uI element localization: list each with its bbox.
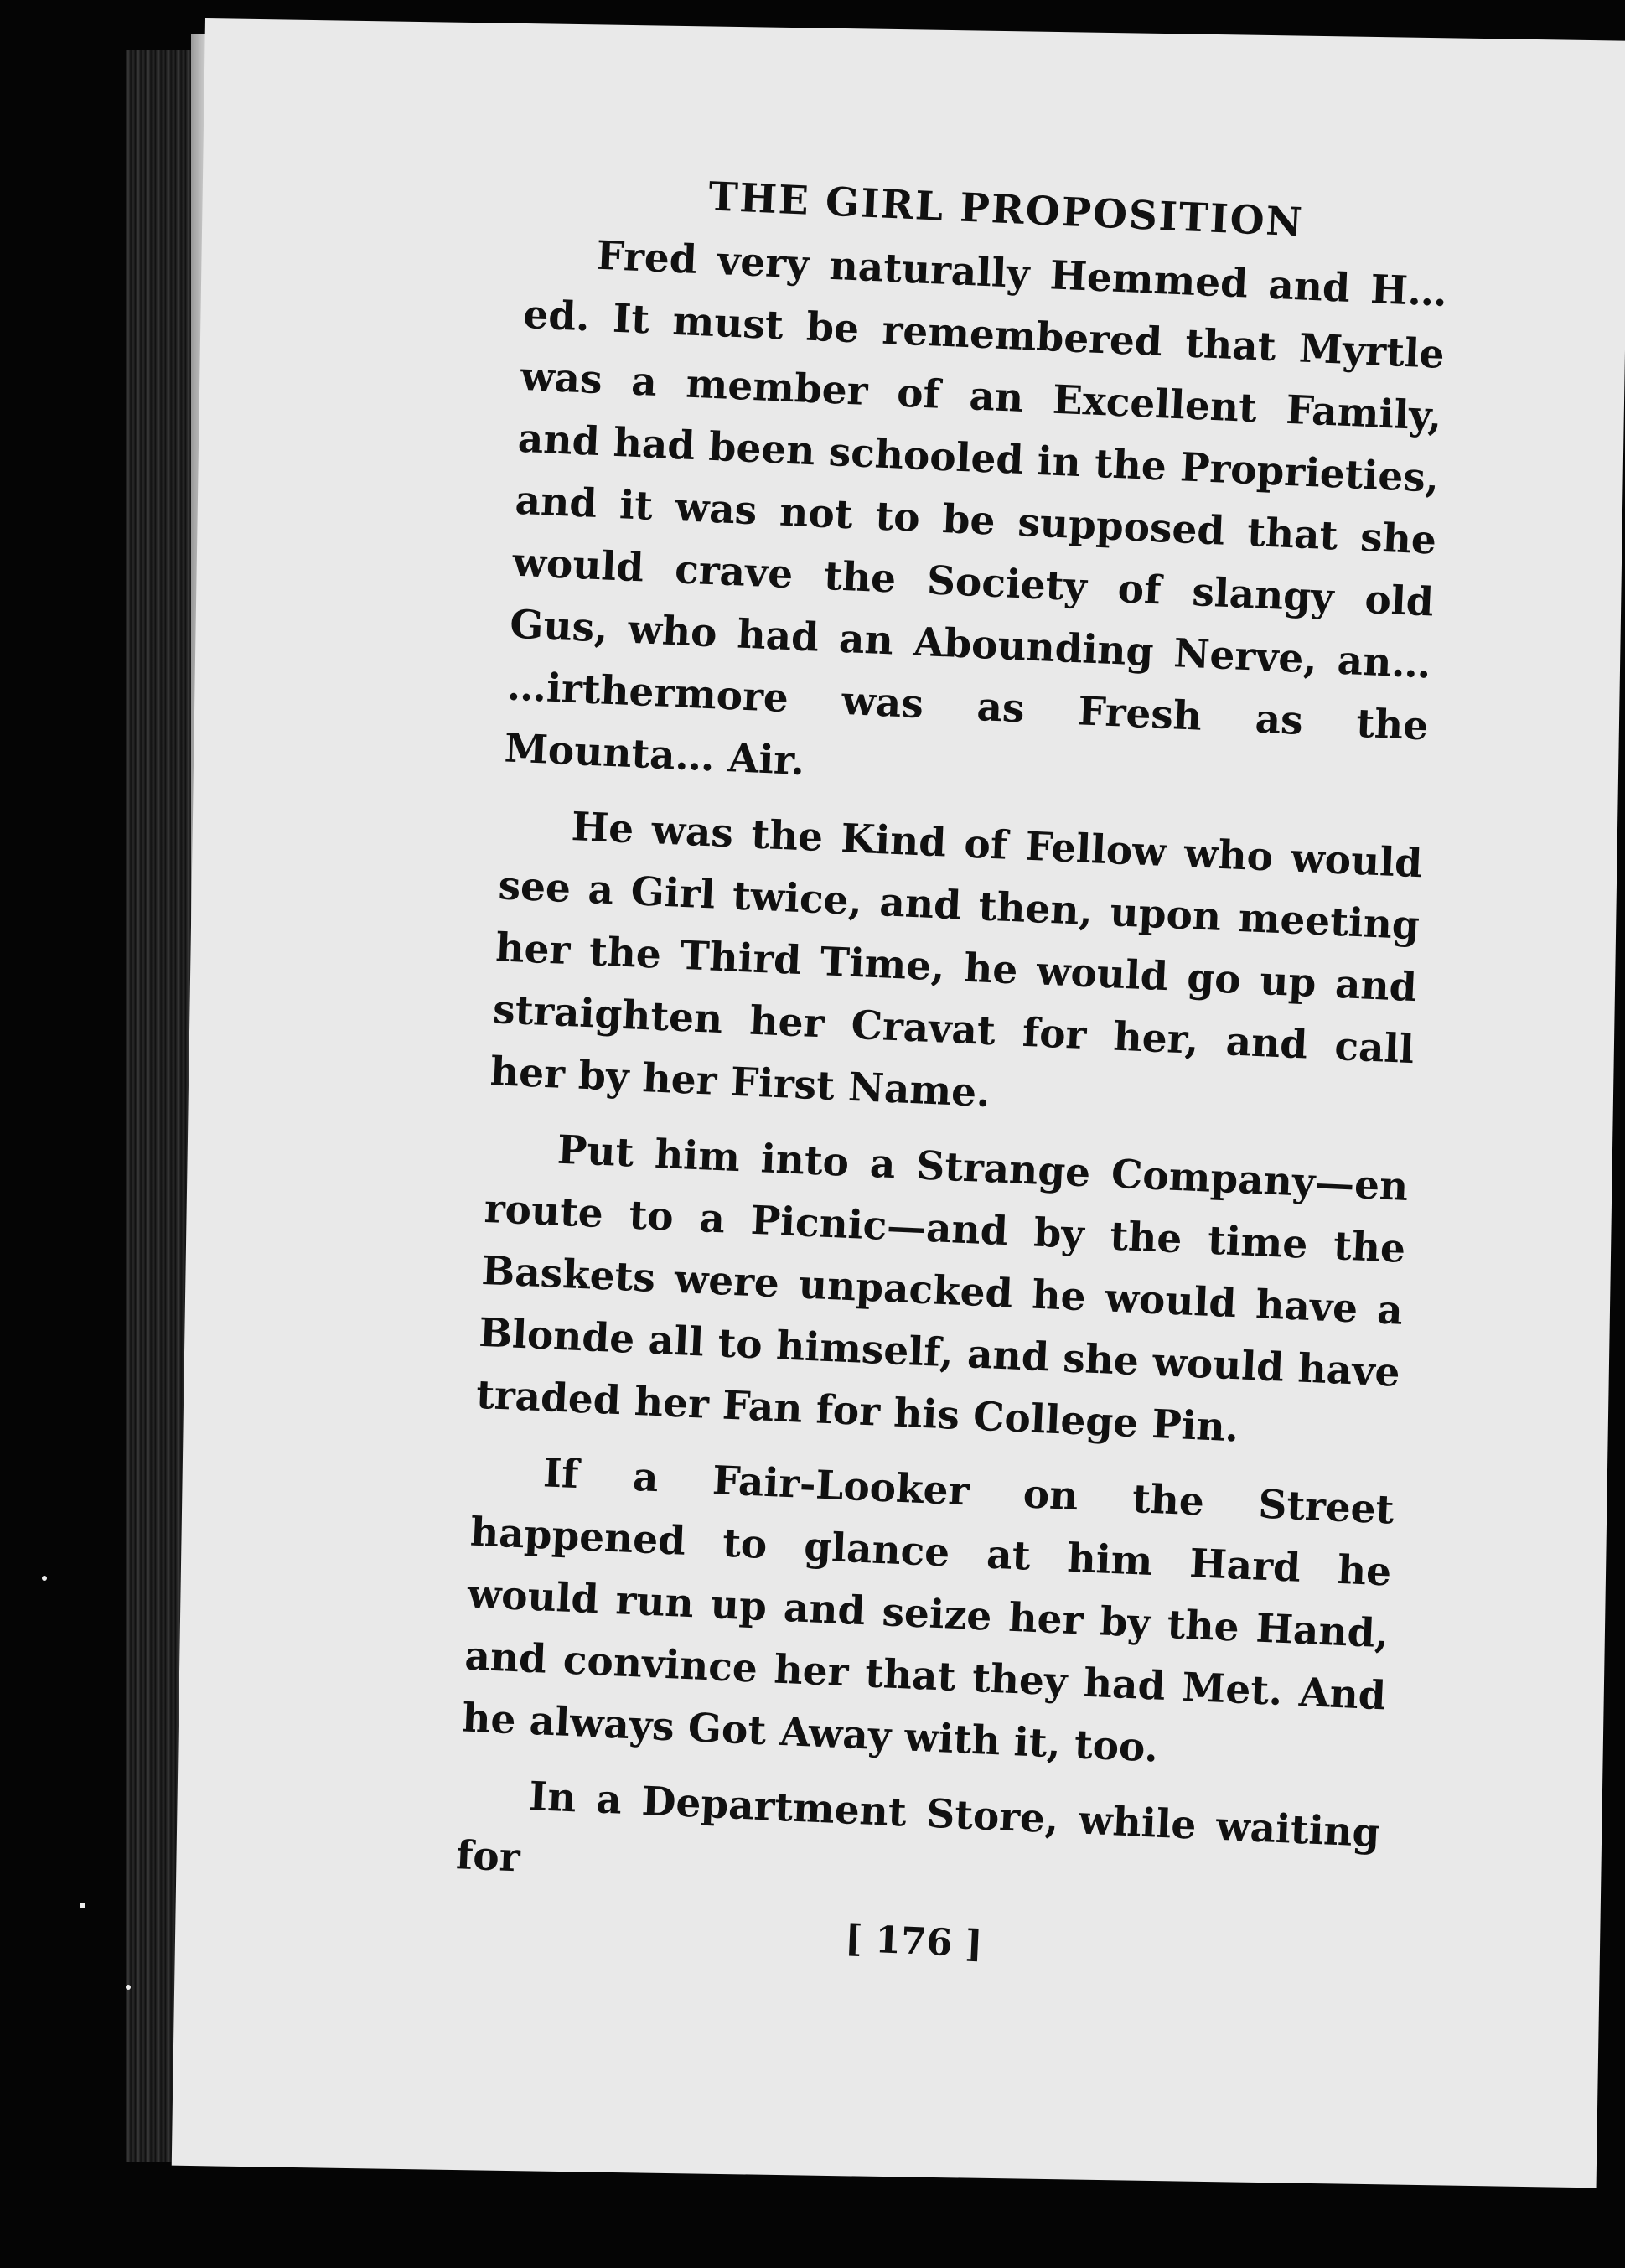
paragraph-1: Fred very naturally Hemmed and H…ed. It must be remembered that Myrtle was a member of an Excellent Family, and had been schooled in the Proprieties, and it was not to be supposed that she would crave the Society of slangy old Gus, who had an Abounding Nerve, an… …irthermore was as Fresh as the Mounta… Air.: [503, 232, 1448, 785]
page-text-block: [453, 166, 1452, 1983]
scan-speck: [126, 1985, 131, 1990]
scan-speck: [42, 1576, 47, 1581]
paragraph-4: If a Fair-Looker on the Street happened to glance at him Hard he would run up and seize her by the Hand, and convince her that they had Met. And he always Got Away with it, too.: [461, 1450, 1395, 1772]
book-page: [172, 18, 1625, 2188]
paragraph-3: Put him into a Strange Company—en route to a Picnic—and by the time the Baskets were unpacked he would have a Blonde all to himself, and she would have traded her Fan for his College Pin.: [475, 1126, 1410, 1452]
scan-speck: [80, 1903, 85, 1908]
paragraph-5: In a Department Store, while waiting for: [455, 1773, 1381, 1882]
paragraph-2: He was the Kind of Fellow who would see a Girl twice, and then, upon meeting her the Third Time, he would go up and straighten her Cravat for her, and call her by her First Name.: [489, 804, 1424, 1117]
page-number: [ 176 ]: [844, 1917, 984, 1966]
running-head: THE GIRL PROPOSITION: [707, 173, 1305, 246]
